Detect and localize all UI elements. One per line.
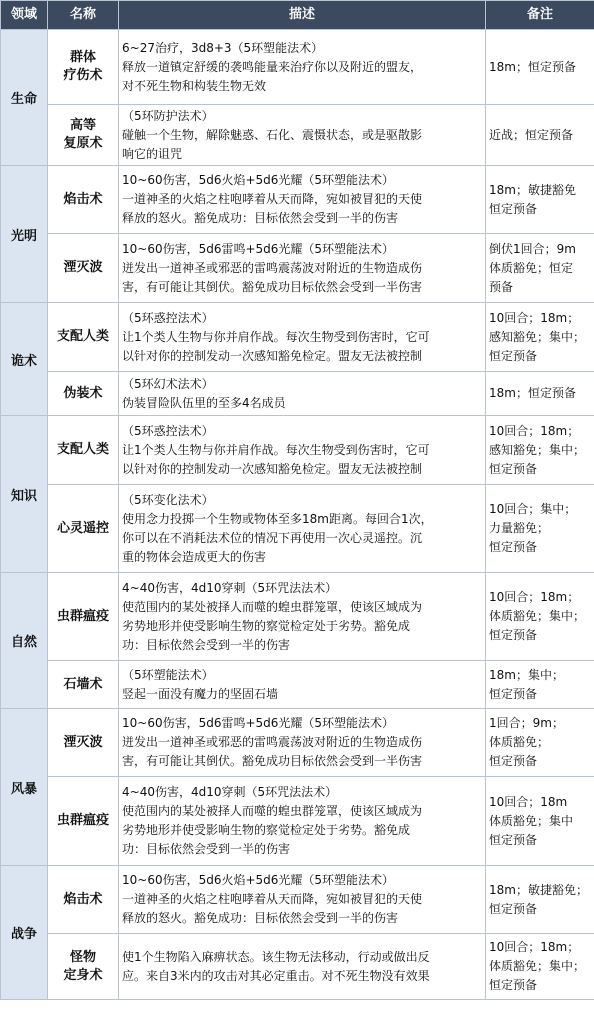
spell-name-cell	[48, 416, 119, 485]
description-line: 害，有可能让其倒伏。豁免成功目标依然会受到一半伤害	[122, 754, 423, 768]
table-row	[1, 485, 594, 573]
description-line: （5环惑控法术）	[122, 423, 214, 438]
note-line: 18m；集中；	[489, 667, 564, 682]
domain-cell: 风暴	[1, 709, 48, 866]
domain-cell: 战争	[1, 866, 48, 1000]
description-line: 一道神圣的火焰之柱咆哮着从天而降，宛如被冒犯的天使	[122, 892, 423, 906]
spell-description-cell	[119, 166, 486, 234]
note-line: 感知豁免；集中；	[489, 329, 586, 344]
header-domain: 领域	[1, 1, 48, 30]
table-row	[1, 709, 594, 777]
description-line: 伪装冒险队伍里的至多4名成员	[122, 395, 286, 410]
spell-name: 怪物	[69, 949, 96, 965]
note-line: 10回合；18m；	[489, 423, 580, 438]
spell-note-cell	[486, 573, 594, 661]
spell-name-cell	[48, 934, 119, 1000]
note-line: 18m；恒定预备	[489, 386, 576, 400]
spell-name-cell	[48, 166, 119, 234]
table-row	[1, 303, 594, 372]
spell-description-cell	[119, 934, 486, 1000]
spell-name-cell	[48, 372, 119, 416]
spell-name-cell	[48, 573, 119, 661]
header-name: 名称	[48, 1, 119, 30]
spell-note-cell	[486, 866, 594, 934]
spell-name: 疗伤术	[63, 68, 103, 83]
note-line: 预备	[489, 279, 514, 294]
description-line: 碰触一个生物，解除魅惑、石化、震慑状态，或是驱散影	[122, 127, 423, 142]
note-line: 恒定预备	[489, 348, 538, 363]
description-line: （5环惑控法术）	[122, 310, 214, 325]
spell-description-cell	[119, 485, 486, 573]
description-line: 应。来自3米内的攻击对其必定重击。对不死生物没有效果	[122, 968, 430, 983]
note-line: 10回合；集中；	[489, 502, 577, 516]
spell-description-cell	[119, 30, 486, 105]
description-line: 让1个类人生物与你并肩作战。每次生物受到伤害时，它可	[122, 329, 430, 344]
spell-description-cell	[119, 866, 486, 934]
spell-name: 焰击术	[63, 191, 103, 207]
note-line: 恒定预备	[489, 901, 538, 916]
spell-description-cell	[119, 372, 486, 416]
table-row	[1, 661, 594, 709]
note-line: 恒定预备	[489, 832, 538, 847]
description-line: 以针对你的控制发动一次感知豁免检定。盟友无法被控制	[122, 348, 423, 363]
spell-description-cell	[119, 777, 486, 866]
description-line: 迸发出一道神圣或邪恶的雷鸣震荡波对附近的生物造成伤	[122, 735, 423, 749]
description-line: 4~40伤害，4d10穿刺（5环咒法法术）	[122, 580, 338, 595]
note-line: 恒定预备	[489, 978, 538, 992]
spell-name: 支配人类	[56, 329, 109, 344]
table-body	[1, 30, 594, 1000]
spell-note-cell	[486, 372, 594, 416]
spell-name-cell	[48, 485, 119, 573]
note-line: 体质豁免；集中；	[489, 959, 586, 973]
description-line: 一道神圣的火焰之柱咆哮着从天而降，宛如被冒犯的天使	[122, 192, 423, 206]
spell-name-cell	[48, 234, 119, 303]
domain-cell: 诡术	[1, 303, 48, 416]
spell-name: 高等	[69, 118, 96, 133]
spell-note-cell	[486, 303, 594, 372]
note-line: 近战；恒定预备	[489, 127, 574, 142]
spell-name-cell	[48, 661, 119, 709]
domain-cell: 知识	[1, 416, 48, 573]
spell-name-cell	[48, 105, 119, 166]
spell-name: 复原术	[63, 136, 103, 151]
description-line: 使1个生物陷入麻痹状态。该生物无法移动，行动或做出反	[122, 949, 430, 964]
description-line: 使范围内的某处被择人而噬的蝗虫群笼罩，使该区域成为	[122, 804, 423, 818]
description-line: （5环塑能法术）	[122, 667, 214, 682]
note-line: 18m；敏捷豁免	[489, 182, 576, 197]
domain-cell: 光明	[1, 166, 48, 303]
note-line: 恒定预备	[489, 461, 538, 476]
header-notes: 备注	[486, 1, 594, 30]
table-row	[1, 934, 594, 1000]
note-line: 18m；恒定预备	[489, 59, 576, 74]
note-line: 力量豁免；	[489, 521, 550, 535]
note-line: 感知豁免；集中；	[489, 442, 586, 457]
table-row	[1, 372, 594, 416]
spell-note-cell	[486, 30, 594, 105]
spell-description-cell	[119, 661, 486, 709]
table-row	[1, 416, 594, 485]
table-row	[1, 234, 594, 303]
table-row	[1, 866, 594, 934]
description-line: 响它的诅咒	[122, 146, 183, 161]
description-line: 使用念力投掷一个生物或物体至多18m距离。每回合1次，	[122, 511, 433, 526]
note-line: 恒定预备	[489, 686, 538, 701]
spell-name-cell	[48, 777, 119, 866]
spell-name: 心灵遥控	[56, 520, 109, 536]
note-line: 恒定预备	[489, 754, 538, 768]
spell-note-cell	[486, 416, 594, 485]
spell-name: 石墙术	[63, 676, 103, 692]
description-line: （5环防护法术）	[122, 108, 214, 123]
description-line: （5环幻术法术）	[122, 376, 214, 391]
description-line: 10~60伤害，5d6雷鸣+5d6光耀（5环塑能法术）	[122, 241, 395, 256]
spell-name: 湮灭波	[63, 260, 103, 275]
note-line: 体质豁免；集中；	[489, 609, 586, 623]
description-line: 你可以在不消耗法术位的情况下再使用一次心灵遥控。沉	[122, 530, 423, 545]
header-description: 描述	[119, 1, 486, 30]
description-line: 释放的怒火。豁免成功：目标依然会受到一半的伤害	[122, 911, 399, 925]
spell-name: 湮灭波	[63, 734, 103, 750]
table-row	[1, 573, 594, 661]
spell-name-cell	[48, 709, 119, 777]
domain-cell: 生命	[1, 30, 48, 166]
note-line: 10回合；18m；	[489, 310, 580, 325]
spell-description-cell	[119, 105, 486, 166]
description-line: 对不死生物和构装生物无效	[122, 78, 267, 93]
header-row	[1, 1, 594, 30]
spell-name-cell	[48, 866, 119, 934]
spell-name: 伪装术	[63, 385, 103, 401]
description-line: 竖起一面没有魔力的坚固石墙	[122, 686, 279, 701]
description-line: 功：目标依然会受到一半的伤害	[122, 842, 291, 856]
spell-description-cell	[119, 573, 486, 661]
spell-description-cell	[119, 709, 486, 777]
description-line: 10~60伤害，5d6火焰+5d6光耀（5环塑能法术）	[122, 873, 395, 887]
description-line: 迸发出一道神圣或邪恶的雷鸣震荡波对附近的生物造成伤	[122, 260, 423, 275]
note-line: 10回合；18m；	[489, 590, 580, 604]
spell-name: 定身术	[63, 967, 103, 983]
spell-note-cell	[486, 709, 594, 777]
spell-description-cell	[119, 303, 486, 372]
note-line: 恒定预备	[489, 540, 538, 554]
description-line: 10~60伤害，5d6雷鸣+5d6光耀（5环塑能法术）	[122, 716, 395, 730]
spell-note-cell	[486, 485, 594, 573]
table-row	[1, 166, 594, 234]
note-line: 18m；敏捷豁免；	[489, 882, 588, 897]
note-line: 10回合；18m；	[489, 940, 580, 954]
table-row	[1, 777, 594, 866]
spell-note-cell	[486, 934, 594, 1000]
description-line: 以针对你的控制发动一次感知豁免检定。盟友无法被控制	[122, 461, 423, 476]
table-row	[1, 30, 594, 105]
spell-name-cell	[48, 303, 119, 372]
description-line: 使范围内的某处被择人而噬的蝗虫群笼罩，使该区域成为	[122, 599, 423, 614]
description-line: 劣势地形并使受影响生物的察觉检定处于劣势。豁免成	[122, 823, 411, 837]
note-line: 10回合；18m	[489, 794, 568, 809]
note-line: 恒定预备	[489, 201, 538, 216]
spell-name: 虫群瘟疫	[56, 608, 109, 624]
spell-note-cell	[486, 661, 594, 709]
note-line: 体质豁免；	[489, 735, 550, 749]
description-line: 重的物体会造成更大的伤害	[122, 549, 267, 564]
description-line: 劣势地形并使受影响生物的察觉检定处于劣势。豁免成	[122, 618, 411, 633]
spell-note-cell	[486, 105, 594, 166]
spell-description-cell	[119, 416, 486, 485]
description-line: 害，有可能让其倒伏。豁免成功目标依然会受到一半伤害	[122, 279, 423, 294]
note-line: 恒定预备	[489, 628, 538, 642]
note-line: 体质豁免；恒定	[489, 260, 574, 275]
spell-name-cell	[48, 30, 119, 105]
description-line: 功：目标依然会受到一半的伤害	[122, 637, 291, 652]
note-line: 1回合；9m；	[489, 716, 564, 730]
description-line: 释放一道镇定舒缓的袭鸣能量来治疗你以及附近的盟友，	[122, 59, 423, 74]
note-line: 倒伏1回合；9m	[489, 241, 576, 256]
description-line: 10~60伤害，5d6火焰+5d6光耀（5环塑能法术）	[122, 173, 395, 187]
spell-name: 焰击术	[63, 891, 103, 907]
spell-note-cell	[486, 166, 594, 234]
spell-note-cell	[486, 777, 594, 866]
spell-name: 虫群瘟疫	[56, 813, 109, 828]
table-row	[1, 105, 594, 166]
spell-note-cell	[486, 234, 594, 303]
domain-cell: 自然	[1, 573, 48, 709]
description-line: 4~40伤害，4d10穿刺（5环咒法法术）	[122, 785, 338, 799]
description-line: 让1个类人生物与你并肩作战。每次生物受到伤害时，它可	[122, 442, 430, 457]
description-line: 6~27治疗，3d8+3（5环塑能法术）	[122, 40, 324, 55]
description-line: 释放的怒火。豁免成功：目标依然会受到一半的伤害	[122, 211, 399, 225]
note-line: 体质豁免；集中	[489, 813, 574, 828]
spell-description-cell	[119, 234, 486, 303]
spell-name: 支配人类	[56, 442, 109, 457]
description-line: （5环变化法术）	[122, 492, 214, 507]
spell-name: 群体	[69, 50, 96, 65]
